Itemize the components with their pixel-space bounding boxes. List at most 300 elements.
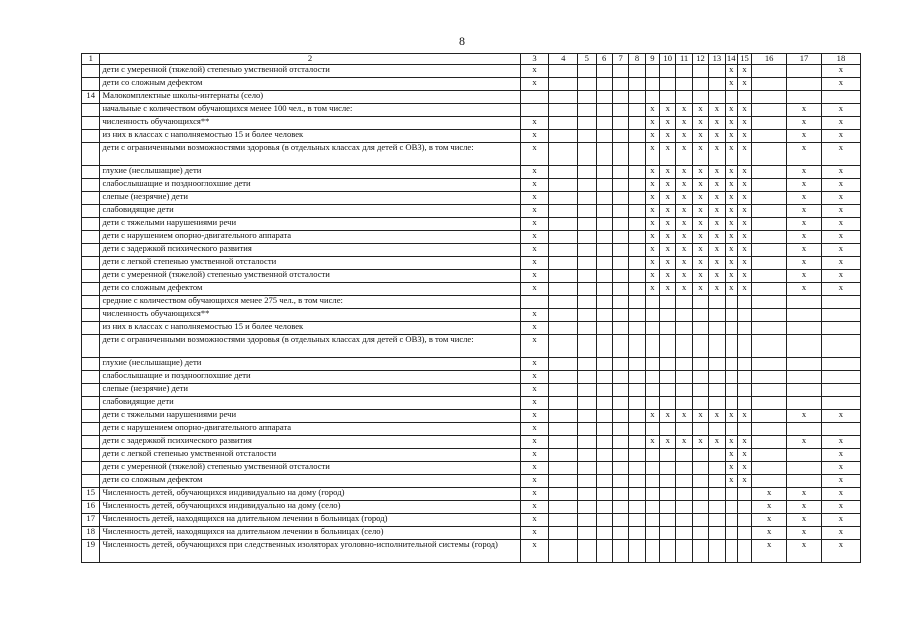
- row-number: [82, 270, 100, 283]
- mark-cell: [612, 78, 628, 91]
- row-number: [82, 130, 100, 143]
- mark-cell: [612, 449, 628, 462]
- mark-cell: х: [660, 143, 676, 166]
- row-number: 17: [82, 514, 100, 527]
- mark-cell: [660, 527, 676, 540]
- mark-cell: [660, 309, 676, 322]
- mark-cell: [612, 397, 628, 410]
- mark-cell: [549, 358, 578, 371]
- mark-cell: [725, 358, 737, 371]
- mark-cell: [549, 322, 578, 335]
- row-label: дети с легкой степенью умственной отсталости: [100, 257, 520, 270]
- mark-cell: [709, 358, 725, 371]
- mark-cell: х: [645, 104, 659, 117]
- mark-cell: [596, 410, 612, 423]
- mark-cell: [787, 358, 822, 371]
- mark-cell: [752, 166, 787, 179]
- mark-cell: [629, 449, 645, 462]
- row-label: слабослышащие и позднооглохшие дети: [100, 179, 520, 192]
- mark-cell: [787, 322, 822, 335]
- row-number: [82, 78, 100, 91]
- mark-cell: [520, 104, 549, 117]
- mark-cell: х: [709, 270, 725, 283]
- mark-cell: х: [520, 527, 549, 540]
- mark-cell: [549, 397, 578, 410]
- table-row: [82, 322, 861, 335]
- row-label: слабослышащие и позднооглохшие дети: [100, 371, 520, 384]
- mark-cell: х: [692, 270, 708, 283]
- mark-cell: [612, 231, 628, 244]
- mark-cell: [787, 423, 822, 436]
- mark-cell: х: [709, 179, 725, 192]
- mark-cell: х: [737, 130, 751, 143]
- mark-cell: [645, 384, 659, 397]
- mark-cell: [725, 488, 737, 501]
- mark-cell: [645, 462, 659, 475]
- mark-cell: х: [821, 205, 860, 218]
- mark-cell: х: [520, 257, 549, 270]
- mark-cell: [676, 78, 692, 91]
- table-row: [82, 309, 861, 322]
- mark-cell: [660, 449, 676, 462]
- row-number: 19: [82, 540, 100, 563]
- mark-cell: [549, 192, 578, 205]
- mark-cell: [645, 371, 659, 384]
- mark-cell: [578, 231, 596, 244]
- mark-cell: [752, 384, 787, 397]
- mark-cell: [612, 540, 628, 563]
- mark-cell: х: [520, 410, 549, 423]
- mark-cell: х: [660, 179, 676, 192]
- mark-cell: [629, 423, 645, 436]
- mark-cell: [725, 309, 737, 322]
- mark-cell: х: [787, 205, 822, 218]
- mark-cell: [549, 244, 578, 257]
- row-number: 14: [82, 91, 100, 104]
- mark-cell: х: [520, 270, 549, 283]
- mark-cell: х: [787, 130, 822, 143]
- mark-cell: [596, 65, 612, 78]
- mark-cell: [596, 231, 612, 244]
- mark-cell: [709, 540, 725, 563]
- mark-cell: [578, 166, 596, 179]
- row-number: [82, 423, 100, 436]
- row-label: численность обучающихся**: [100, 309, 520, 322]
- mark-cell: х: [676, 231, 692, 244]
- mark-cell: [549, 488, 578, 501]
- mark-cell: [578, 335, 596, 358]
- mark-cell: [709, 309, 725, 322]
- mark-cell: [676, 475, 692, 488]
- table-row: [82, 205, 861, 218]
- mark-cell: х: [692, 166, 708, 179]
- mark-cell: х: [520, 397, 549, 410]
- mark-cell: х: [737, 257, 751, 270]
- row-label: слепые (незрячие) дети: [100, 192, 520, 205]
- mark-cell: х: [737, 78, 751, 91]
- mark-cell: х: [709, 436, 725, 449]
- mark-cell: [612, 166, 628, 179]
- mark-cell: [676, 371, 692, 384]
- mark-cell: х: [821, 475, 860, 488]
- mark-cell: [578, 322, 596, 335]
- data-table: [81, 53, 861, 563]
- mark-cell: х: [520, 358, 549, 371]
- mark-cell: [596, 143, 612, 166]
- mark-cell: [629, 514, 645, 527]
- column-header-6: 6: [596, 54, 612, 65]
- table-row: [82, 449, 861, 462]
- mark-cell: х: [520, 231, 549, 244]
- mark-cell: [737, 501, 751, 514]
- mark-cell: [676, 540, 692, 563]
- mark-cell: [629, 179, 645, 192]
- row-number: [82, 65, 100, 78]
- mark-cell: [549, 270, 578, 283]
- row-number: [82, 335, 100, 358]
- mark-cell: х: [520, 384, 549, 397]
- table-row: [82, 514, 861, 527]
- mark-cell: [752, 335, 787, 358]
- table-row: [82, 244, 861, 257]
- mark-cell: х: [676, 218, 692, 231]
- mark-cell: [612, 283, 628, 296]
- mark-cell: [725, 527, 737, 540]
- mark-cell: х: [737, 65, 751, 78]
- mark-cell: х: [821, 540, 860, 563]
- mark-cell: [709, 449, 725, 462]
- mark-cell: х: [660, 283, 676, 296]
- mark-cell: [787, 449, 822, 462]
- mark-cell: х: [725, 130, 737, 143]
- mark-cell: [629, 397, 645, 410]
- mark-cell: [549, 166, 578, 179]
- mark-cell: х: [709, 283, 725, 296]
- mark-cell: [578, 192, 596, 205]
- mark-cell: [821, 371, 860, 384]
- row-number: [82, 371, 100, 384]
- mark-cell: [549, 283, 578, 296]
- mark-cell: [821, 384, 860, 397]
- mark-cell: [737, 335, 751, 358]
- mark-cell: х: [660, 130, 676, 143]
- mark-cell: [660, 65, 676, 78]
- mark-cell: [787, 371, 822, 384]
- mark-cell: [737, 322, 751, 335]
- mark-cell: [549, 462, 578, 475]
- mark-cell: х: [725, 104, 737, 117]
- mark-cell: [645, 475, 659, 488]
- row-number: [82, 449, 100, 462]
- mark-cell: х: [709, 231, 725, 244]
- mark-cell: [629, 231, 645, 244]
- mark-cell: х: [676, 130, 692, 143]
- mark-cell: х: [676, 244, 692, 257]
- mark-cell: [737, 423, 751, 436]
- mark-cell: х: [787, 143, 822, 166]
- mark-cell: [612, 335, 628, 358]
- mark-cell: [709, 384, 725, 397]
- mark-cell: х: [725, 436, 737, 449]
- mark-cell: х: [660, 270, 676, 283]
- mark-cell: х: [709, 218, 725, 231]
- mark-cell: х: [787, 117, 822, 130]
- mark-cell: х: [737, 117, 751, 130]
- mark-cell: [549, 514, 578, 527]
- mark-cell: [578, 283, 596, 296]
- mark-cell: [709, 475, 725, 488]
- mark-cell: [821, 309, 860, 322]
- mark-cell: [549, 527, 578, 540]
- mark-cell: [692, 322, 708, 335]
- mark-cell: х: [660, 436, 676, 449]
- mark-cell: х: [692, 257, 708, 270]
- mark-cell: [752, 309, 787, 322]
- mark-cell: [596, 527, 612, 540]
- table-row: [82, 283, 861, 296]
- mark-cell: [752, 296, 787, 309]
- mark-cell: [709, 397, 725, 410]
- mark-cell: [692, 423, 708, 436]
- mark-cell: х: [645, 166, 659, 179]
- mark-cell: [752, 104, 787, 117]
- mark-cell: [629, 309, 645, 322]
- mark-cell: х: [725, 205, 737, 218]
- mark-cell: [629, 205, 645, 218]
- mark-cell: [612, 218, 628, 231]
- mark-cell: [549, 257, 578, 270]
- row-number: [82, 309, 100, 322]
- mark-cell: х: [709, 166, 725, 179]
- mark-cell: [821, 358, 860, 371]
- mark-cell: х: [725, 270, 737, 283]
- mark-cell: [645, 397, 659, 410]
- mark-cell: х: [725, 257, 737, 270]
- column-header-13: 13: [709, 54, 725, 65]
- row-label: дети со сложным дефектом: [100, 78, 520, 91]
- mark-cell: х: [821, 218, 860, 231]
- mark-cell: [709, 65, 725, 78]
- mark-cell: х: [737, 205, 751, 218]
- mark-cell: х: [737, 449, 751, 462]
- mark-cell: [596, 130, 612, 143]
- mark-cell: [596, 283, 612, 296]
- mark-cell: [752, 244, 787, 257]
- mark-cell: [596, 218, 612, 231]
- mark-cell: [737, 384, 751, 397]
- table-row: [82, 91, 861, 104]
- mark-cell: [787, 462, 822, 475]
- mark-cell: х: [520, 130, 549, 143]
- table-body: [82, 65, 861, 563]
- mark-cell: х: [725, 231, 737, 244]
- table-row: [82, 501, 861, 514]
- row-label: средние с количеством обучающихся менее 275 чел., в том числе:: [100, 296, 520, 309]
- mark-cell: х: [709, 257, 725, 270]
- mark-cell: х: [520, 192, 549, 205]
- mark-cell: [578, 270, 596, 283]
- mark-cell: х: [709, 192, 725, 205]
- mark-cell: [596, 335, 612, 358]
- mark-cell: [645, 540, 659, 563]
- mark-cell: [645, 65, 659, 78]
- mark-cell: х: [676, 283, 692, 296]
- mark-cell: [752, 91, 787, 104]
- row-label: из них в классах с наполняемостью 15 и более человек: [100, 322, 520, 335]
- table-row: [82, 192, 861, 205]
- column-header-10: 10: [660, 54, 676, 65]
- mark-cell: [821, 335, 860, 358]
- mark-cell: [752, 231, 787, 244]
- mark-cell: х: [645, 143, 659, 166]
- mark-cell: х: [520, 117, 549, 130]
- row-number: [82, 143, 100, 166]
- row-label: Численность детей, находящихся на длительном лечении в больницах (село): [100, 527, 520, 540]
- mark-cell: [578, 130, 596, 143]
- mark-cell: [725, 423, 737, 436]
- row-number: 15: [82, 488, 100, 501]
- row-label: дети с задержкой психического развития: [100, 244, 520, 257]
- mark-cell: [629, 166, 645, 179]
- mark-cell: [709, 78, 725, 91]
- mark-cell: [752, 358, 787, 371]
- mark-cell: х: [645, 244, 659, 257]
- row-label: дети с легкой степенью умственной отсталости: [100, 449, 520, 462]
- mark-cell: х: [520, 205, 549, 218]
- mark-cell: [578, 423, 596, 436]
- mark-cell: [549, 78, 578, 91]
- mark-cell: [692, 501, 708, 514]
- mark-cell: [737, 397, 751, 410]
- mark-cell: х: [737, 143, 751, 166]
- mark-cell: [660, 488, 676, 501]
- mark-cell: [596, 117, 612, 130]
- mark-cell: х: [676, 166, 692, 179]
- mark-cell: [787, 335, 822, 358]
- mark-cell: [578, 65, 596, 78]
- mark-cell: х: [752, 527, 787, 540]
- mark-cell: [578, 143, 596, 166]
- mark-cell: [612, 527, 628, 540]
- mark-cell: [549, 449, 578, 462]
- mark-cell: [660, 296, 676, 309]
- mark-cell: х: [787, 104, 822, 117]
- row-number: [82, 192, 100, 205]
- row-number: 18: [82, 527, 100, 540]
- mark-cell: [549, 501, 578, 514]
- mark-cell: [612, 436, 628, 449]
- table-row: [82, 335, 861, 358]
- mark-cell: [596, 78, 612, 91]
- mark-cell: х: [821, 179, 860, 192]
- mark-cell: [645, 449, 659, 462]
- mark-cell: х: [737, 179, 751, 192]
- table-row: [82, 423, 861, 436]
- mark-cell: [612, 257, 628, 270]
- mark-cell: [737, 488, 751, 501]
- mark-cell: х: [709, 104, 725, 117]
- mark-cell: [752, 449, 787, 462]
- mark-cell: [692, 309, 708, 322]
- table-row: [82, 270, 861, 283]
- mark-cell: [612, 130, 628, 143]
- mark-cell: [596, 397, 612, 410]
- mark-cell: [709, 423, 725, 436]
- table-row: [82, 130, 861, 143]
- mark-cell: [612, 205, 628, 218]
- row-label: Численность детей, обучающихся при следственных изоляторах уголовно-исполнительной системы (город): [100, 540, 520, 563]
- mark-cell: [549, 205, 578, 218]
- table-row: [82, 179, 861, 192]
- mark-cell: х: [692, 436, 708, 449]
- mark-cell: [596, 475, 612, 488]
- mark-cell: х: [787, 270, 822, 283]
- mark-cell: [612, 371, 628, 384]
- mark-cell: [578, 410, 596, 423]
- row-number: [82, 117, 100, 130]
- mark-cell: [676, 65, 692, 78]
- mark-cell: х: [660, 257, 676, 270]
- row-number: 16: [82, 501, 100, 514]
- mark-cell: [660, 371, 676, 384]
- mark-cell: [676, 335, 692, 358]
- row-label: дети с умеренной (тяжелой) степенью умственной отсталости: [100, 65, 520, 78]
- mark-cell: [578, 436, 596, 449]
- mark-cell: [596, 358, 612, 371]
- mark-cell: х: [520, 436, 549, 449]
- mark-cell: х: [737, 231, 751, 244]
- mark-cell: [692, 540, 708, 563]
- mark-cell: х: [520, 462, 549, 475]
- mark-cell: х: [821, 449, 860, 462]
- mark-cell: [692, 514, 708, 527]
- mark-cell: [645, 423, 659, 436]
- mark-cell: [629, 540, 645, 563]
- mark-cell: [629, 527, 645, 540]
- table-row: [82, 371, 861, 384]
- mark-cell: [752, 410, 787, 423]
- mark-cell: [578, 384, 596, 397]
- mark-cell: [612, 244, 628, 257]
- mark-cell: х: [821, 527, 860, 540]
- mark-cell: [676, 423, 692, 436]
- mark-cell: х: [676, 143, 692, 166]
- mark-cell: [578, 540, 596, 563]
- mark-cell: [520, 91, 549, 104]
- mark-cell: х: [520, 218, 549, 231]
- mark-cell: [709, 335, 725, 358]
- mark-cell: х: [520, 371, 549, 384]
- mark-cell: [709, 462, 725, 475]
- row-label: дети со сложным дефектом: [100, 283, 520, 296]
- mark-cell: х: [645, 410, 659, 423]
- mark-cell: [752, 322, 787, 335]
- mark-cell: х: [645, 283, 659, 296]
- column-header-17: 17: [787, 54, 822, 65]
- column-header-2: 2: [100, 54, 520, 65]
- mark-cell: [660, 358, 676, 371]
- mark-cell: [660, 423, 676, 436]
- mark-cell: х: [821, 231, 860, 244]
- mark-cell: [725, 540, 737, 563]
- mark-cell: [612, 91, 628, 104]
- mark-cell: [692, 449, 708, 462]
- mark-cell: х: [692, 130, 708, 143]
- mark-cell: х: [692, 143, 708, 166]
- mark-cell: [692, 91, 708, 104]
- mark-cell: х: [692, 244, 708, 257]
- mark-cell: [752, 143, 787, 166]
